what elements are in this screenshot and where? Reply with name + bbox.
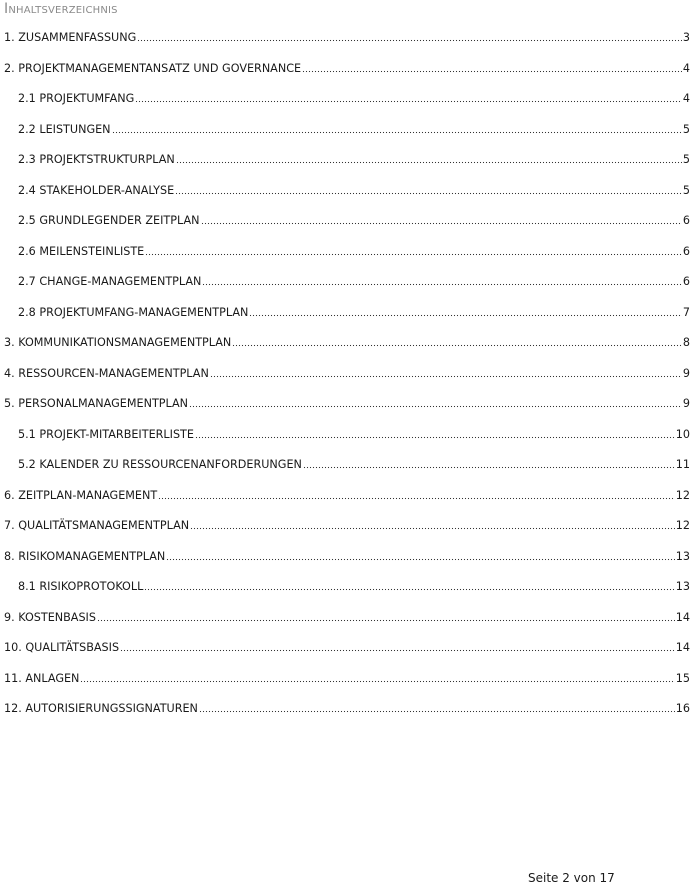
toc-entry-label: 9. KOSTENBASIS [4, 610, 96, 624]
toc-entry-link[interactable] [4, 61, 690, 77]
toc-dot-leader [175, 192, 682, 195]
toc-entry-link[interactable] [4, 335, 690, 351]
toc-entry-link[interactable] [18, 274, 690, 290]
toc-entry-label: 8.1 RISIKOPROTOKOLL [18, 580, 144, 593]
toc-entry-link[interactable] [4, 671, 690, 687]
toc-entry-page-number: 13 [675, 549, 690, 563]
toc-title: Inhaltsverzeichnis [4, 1, 118, 17]
toc-dot-leader [249, 314, 682, 317]
toc-entry-page-number: 11 [675, 458, 690, 471]
toc-entry-link[interactable] [18, 305, 690, 321]
toc-dot-leader [232, 344, 682, 347]
toc-dot-leader [97, 619, 675, 622]
toc-entry-page-number: 6 [682, 244, 690, 258]
toc-entry-link[interactable] [18, 183, 690, 199]
toc-entry-page-number: 15 [675, 671, 690, 685]
toc-entry-label: 7. QUALITÄTSMANAGEMENTPLAN [4, 519, 190, 532]
page-number-footer: Seite 2 von 17 [528, 871, 615, 885]
toc-entry-page-number: 4 [682, 61, 690, 75]
toc-dot-leader [199, 710, 675, 713]
toc-dot-leader [210, 375, 682, 378]
toc-entry-label: 2.6 MEILENSTEINLISTE [18, 244, 145, 258]
toc-entry-page-number: 6 [682, 275, 690, 288]
toc-entry-link[interactable] [18, 457, 690, 473]
toc-entry-link[interactable] [18, 213, 690, 229]
toc-dot-leader [145, 253, 682, 256]
toc-entry-link[interactable] [4, 488, 690, 504]
toc-entry-link[interactable] [18, 427, 690, 443]
toc-entry-label: 5.2 KALENDER ZU RESSOURCENANFORDERUNGEN [18, 458, 302, 471]
toc-entry-link[interactable] [4, 549, 690, 565]
toc-dot-leader [135, 100, 682, 103]
toc-entry-page-number: 6 [682, 214, 690, 227]
toc-entry-page-number: 4 [682, 92, 690, 105]
toc-dot-leader [120, 649, 675, 652]
toc-dot-leader [166, 558, 674, 561]
toc-entry-label: 2.5 GRUNDLEGENDER ZEITPLAN [18, 214, 200, 227]
toc-entry-link[interactable] [18, 91, 690, 107]
toc-entry-page-number: 10 [675, 427, 690, 441]
toc-entry-label: 2.7 CHANGE-MANAGEMENTPLAN [18, 275, 202, 288]
toc-entry-label: 5.1 PROJEKT-MITARBEITERLISTE [18, 427, 194, 441]
toc-entry-label: 2. PROJEKTMANAGEMENTANSATZ UND GOVERNANCE [4, 61, 302, 75]
toc-entry-label: 2.4 STAKEHOLDER-ANALYSE [18, 183, 175, 197]
toc-entry-link[interactable] [4, 701, 690, 717]
toc-dot-leader [202, 283, 681, 286]
toc-entry-label: 2.8 PROJEKTUMFANG-MANAGEMENTPLAN [18, 305, 249, 319]
toc-entry-link[interactable] [18, 122, 690, 138]
toc-dot-leader [303, 466, 675, 469]
toc-dot-leader [195, 436, 675, 439]
toc-entry-label: 1. ZUSAMMENFASSUNG [4, 31, 137, 44]
toc-entry-page-number: 12 [675, 519, 690, 532]
toc-entry-page-number: 9 [682, 397, 690, 410]
toc-entry-page-number: 5 [682, 183, 690, 197]
toc-entry-link[interactable] [4, 518, 690, 534]
toc-entry-label: 11. ANLAGEN [4, 671, 80, 685]
toc-entry-label: 2.3 PROJEKTSTRUKTURPLAN [18, 153, 175, 166]
toc-entry-page-number: 5 [682, 153, 690, 166]
toc-entry-page-number: 12 [675, 488, 690, 502]
toc-entry-label: 12. AUTORISIERUNGSSIGNATUREN [4, 702, 198, 715]
toc-entry-link[interactable] [4, 610, 690, 626]
toc-entry-link[interactable] [18, 152, 690, 168]
toc-entry-link[interactable] [4, 640, 690, 656]
toc-entry-link[interactable] [4, 396, 690, 412]
toc-entry-label: 4. RESSOURCEN-MANAGEMENTPLAN [4, 366, 209, 380]
toc-dot-leader [176, 161, 682, 164]
toc-dot-leader [112, 131, 682, 134]
toc-entry-page-number: 5 [682, 122, 690, 136]
toc-dot-leader [158, 497, 675, 500]
toc-entry-link[interactable] [18, 244, 690, 260]
toc-dot-leader [189, 405, 682, 408]
toc-entry-label: 8. RISIKOMANAGEMENTPLAN [4, 549, 166, 563]
toc-entry-label: 2.2 LEISTUNGEN [18, 122, 111, 136]
toc-dot-leader [190, 527, 675, 530]
toc-dot-leader [144, 588, 674, 591]
toc-entry-label: 6. ZEITPLAN-MANAGEMENT [4, 488, 158, 502]
toc-entry-label: 2.1 PROJEKTUMFANG [18, 92, 135, 105]
toc-entry-link[interactable] [4, 30, 690, 46]
toc-entry-page-number: 9 [682, 366, 690, 380]
toc-entry-label: 10. QUALITÄTSBASIS [4, 641, 120, 654]
toc-entry-page-number: 3 [682, 31, 690, 44]
toc-entry-label: 5. PERSONALMANAGEMENTPLAN [4, 397, 189, 410]
toc-entry-page-number: 7 [682, 305, 690, 319]
toc-entry-page-number: 14 [675, 641, 690, 654]
toc-entry-label: 3. KOMMUNIKATIONSMANAGEMENTPLAN [4, 336, 232, 349]
toc-dot-leader [201, 222, 682, 225]
toc-entry-page-number: 8 [682, 336, 690, 349]
toc-entry-link[interactable] [4, 366, 690, 382]
toc-dot-leader [80, 680, 674, 683]
toc-entry-page-number: 16 [675, 702, 690, 715]
toc-entry-page-number: 14 [675, 610, 690, 624]
toc-entry-link[interactable] [18, 579, 690, 595]
toc-dot-leader [302, 70, 682, 73]
toc-dot-leader [137, 39, 682, 42]
toc-entry-page-number: 13 [675, 580, 690, 593]
